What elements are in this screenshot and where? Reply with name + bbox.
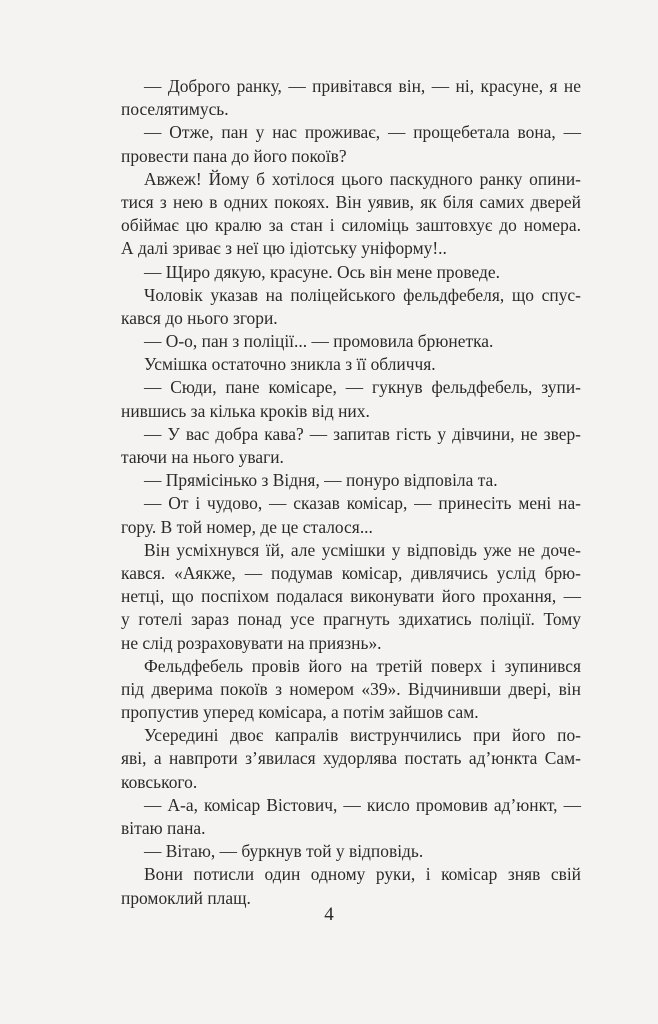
text-line: промоклий плащ. (121, 887, 251, 908)
text-line: А далі зриває з неї цю ідіотську уніформу!.. (121, 238, 447, 259)
text-line: Усмішка остаточно зникла з її обличчя. (144, 354, 436, 375)
text-line: тися з нею в одних покоях. Він уявив, як біля самих дверей (121, 191, 581, 212)
text-line: — Щиро дякую, красуне. Ось він мене проведе. (144, 261, 500, 282)
text-line: Чоловік указав на поліцейського фельдфебеля, що спус- (144, 284, 581, 305)
text-line: — О-о, пан з поліції... — промовила брюнетка. (144, 331, 494, 352)
text-line: Фельдфебель провів його на третій поверх і зупинився (144, 655, 581, 676)
text-line: — Доброго ранку, — привітався він, — ні, красуне, я не (144, 76, 581, 96)
text-line: поселятимусь. (121, 99, 229, 120)
text-line: Вони потисли один одному руки, і комісар зняв свій (144, 864, 581, 885)
text-line: пропустив уперед комісара, а потім зайшов сам. (121, 702, 479, 723)
text-line: — Отже, пан у нас проживає, — прощебетала вона, — (144, 122, 581, 143)
text-line: — Сюди, пане комісаре, — гукнув фельдфебель, зупи- (144, 377, 581, 398)
text-line: не слід розраховувати на приязнь». (121, 632, 382, 653)
text-line: гору. В той номер, де це сталося... (121, 516, 373, 537)
text-line: яві, а навпроти з’явилася худорлява постать ад’юнкта Сам- (121, 748, 581, 769)
text-line: ковського. (121, 771, 198, 792)
text-line: — А-а, комісар Вістович, — кисло промовив ад’юнкт, — (144, 794, 581, 815)
text-line: кався до нього згори. (121, 307, 278, 328)
page-number: 4 (324, 904, 334, 925)
text-line: нетці, що поспіхом подалася виконувати його прохання, — (121, 586, 581, 607)
body-text (121, 75, 581, 910)
text-line: Авжеж! Йому б хотілося цього паскудного ранку опини- (144, 168, 581, 189)
text-line: обіймає цю кралю за стан і силоміць заштовхує до номера. (121, 215, 581, 236)
text-line: у готелі зараз понад усе прагнуть здихатись поліції. Тому (121, 609, 581, 630)
text-line: провести пана до його покоїв? (121, 145, 347, 166)
text-line: — Вітаю, — буркнув той у відповідь. (144, 841, 424, 862)
text-line: Він усміхнувся їй, але усмішки у відповідь уже не доче- (144, 539, 581, 560)
text-line: нившись за кілька кроків від них. (121, 400, 370, 421)
text-line: Усередині двоє капралів виструнчились при його по- (144, 725, 581, 746)
text-line: таючи на нього уваги. (121, 447, 284, 467)
text-line: — От і чудово, — сказав комісар, — принесіть мені на- (144, 493, 581, 514)
text-line: вітаю пана. (121, 818, 206, 838)
text-line: під дверима покоїв з номером «39». Відчинивши двері, він (121, 678, 581, 699)
text-line: кався. «Аякже, — подумав комісар, дивлячись услід брю- (121, 562, 581, 583)
text-line: — Прямісінько з Відня, — понуро відповіла та. (144, 470, 498, 491)
text-line: — У вас добра кава? — запитав гість у дівчини, не звер- (144, 423, 581, 444)
